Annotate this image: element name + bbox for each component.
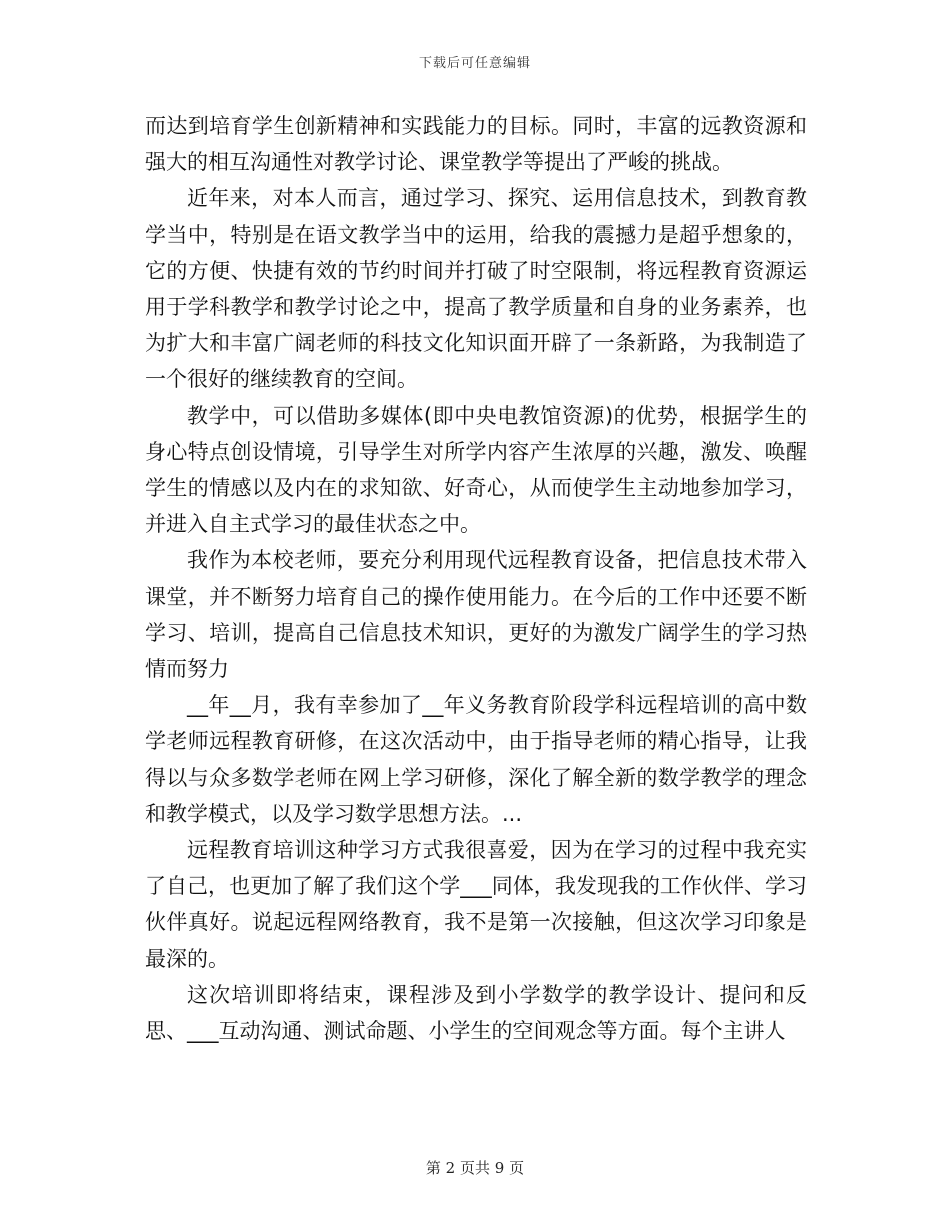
paragraph-2: 近年来，对本人而言，通过学习、探究、运用信息技术，到教育教学当中，特别是在语文教学当中的运用，给我的震撼力是超乎想象的，它的方便、快捷有效的节约时间并打破了时空限制，将远程教育资源运用于学科教学和教学讨论之中，提高了教学质量和自身的业务素养，也为扩大和丰富广阔老师的科技文化知识面开辟了一条新路，为我制造了一个很好的继续教育的空间。 [145, 186, 807, 392]
paragraph-4: 我作为本校老师，要充分利用现代远程教育设备，把信息技术带入课堂，并不断努力培育自己的操作使用能力。在今后的工作中还要不断学习、培训，提高自己信息技术知识，更好的为激发广阔学生的学习热情而努力 [145, 548, 807, 682]
paragraph-7: 这次培训即将结束，课程涉及到小学数学的教学设计、提问和反思、___互动沟通、测试命题、小学生的空间观念等方面。每个主讲人 [145, 982, 807, 1044]
paragraph-1: 而达到培育学生创新精神和实践能力的目标。同时，丰富的远教资源和强大的相互沟通性对教学讨论、课堂教学等提出了严峻的挑战。 [145, 114, 807, 175]
paragraph-3: 教学中，可以借助多媒体(即中央电教馆资源)的优势，根据学生的身心特点创设情境，引导学生对所学内容产生浓厚的兴趣，激发、唤醒学生的情感以及内在的求知欲、好奇心，从而使学生主动地参加学习，并进入自主式学习的最佳状态之中。 [145, 403, 807, 537]
paragraph-5: __年__月，我有幸参加了__年义务教育阶段学科远程培训的高中数学老师远程教育研修，在这次活动中，由于指导老师的精心指导，让我得以与众多数学老师在网上学习研修，深化了解全新的数学教学的理念和教学模式，以及学习数学思想方法。... [145, 693, 807, 826]
paragraph-6: 远程教育培训这种学习方式我很喜爱，因为在学习的过程中我充实了自己，也更加了解了我们这个学___同体，我发现我的工作伙伴、学习伙伴真好。说起远程网络教育，我不是第一次接触，但这次学习印象是最深的。 [145, 838, 807, 971]
page-header: 下载后可任意编辑 [418, 56, 531, 71]
page-footer: 第 2 页共 9 页 [425, 1159, 525, 1177]
document-body [145, 108, 807, 1049]
